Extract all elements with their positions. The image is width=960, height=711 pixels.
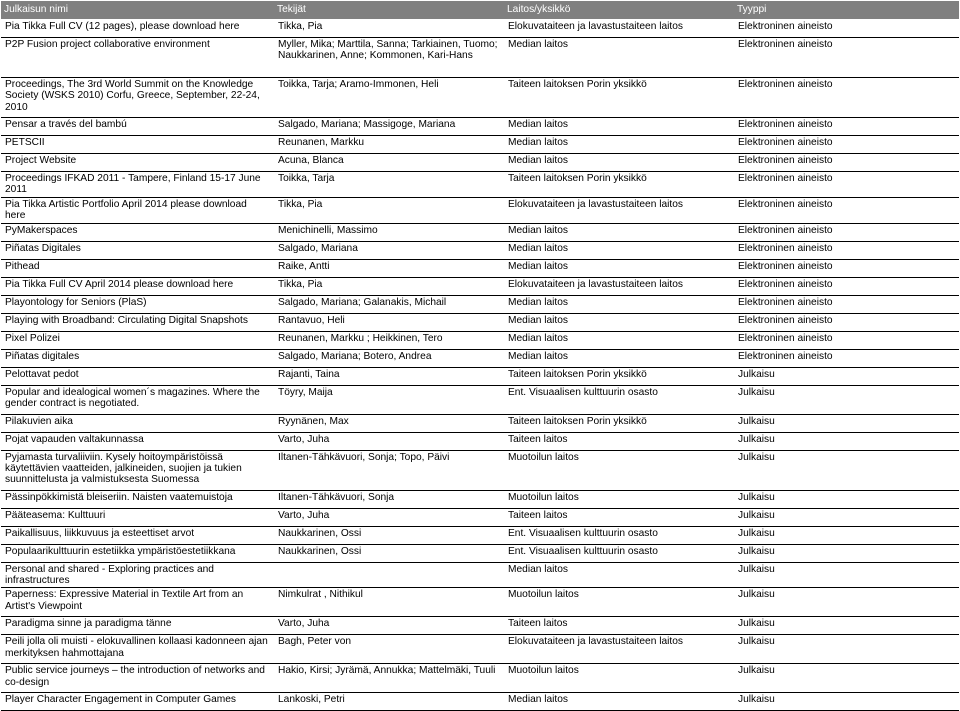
- cell-type: Elektroninen aineisto: [734, 78, 959, 118]
- cell-title: PyMakerspaces: [1, 223, 274, 241]
- cell-title: Project Website: [1, 154, 274, 172]
- cell-type: Elektroninen aineisto: [734, 223, 959, 241]
- cell-type: Elektroninen aineisto: [734, 277, 959, 295]
- table-row: [1, 331, 959, 349]
- cell-title: Peili jolla oli muisti - elokuvallinen kollaasi kadonneen ajan merkityksen hahmottajana: [1, 635, 274, 664]
- cell-type: Julkaisu: [734, 414, 959, 432]
- cell-authors: Varto, Juha: [274, 617, 504, 635]
- cell-authors: Nimkulrat , Nithikul: [274, 588, 504, 617]
- table-row: [1, 259, 959, 277]
- cell-authors: Lankoski, Petri: [274, 693, 504, 711]
- cell-title: Playing with Broadband: Circulating Digital Snapshots: [1, 313, 274, 331]
- cell-title: Pia Tikka Artistic Portfolio April 2014 please download here: [1, 197, 274, 223]
- cell-authors: Töyry, Maija: [274, 385, 504, 414]
- cell-title: Paradigma sinne ja paradigma tänne: [1, 617, 274, 635]
- cell-title: Pixel Polizei: [1, 331, 274, 349]
- cell-title: Player Character Engagement in Computer Games: [1, 693, 274, 711]
- cell-unit: Taiteen laitoksen Porin yksikkö: [504, 78, 734, 118]
- cell-title: Piñatas digitales: [1, 349, 274, 367]
- cell-unit: Median laitos: [504, 241, 734, 259]
- cell-unit: Taiteen laitoksen Porin yksikkö: [504, 367, 734, 385]
- cell-authors: Reunanen, Markku: [274, 136, 504, 154]
- cell-type: Elektroninen aineisto: [734, 259, 959, 277]
- cell-unit: Ent. Visuaalisen kulttuurin osasto: [504, 544, 734, 562]
- cell-unit: Median laitos: [504, 295, 734, 313]
- cell-title: Piñatas Digitales: [1, 241, 274, 259]
- cell-type: Julkaisu: [734, 367, 959, 385]
- table-row: [1, 544, 959, 562]
- table-row: [1, 562, 959, 588]
- cell-type: Julkaisu: [734, 432, 959, 450]
- cell-authors: Naukkarinen, Ossi: [274, 544, 504, 562]
- cell-title: Pensar a través del bambú: [1, 118, 274, 136]
- cell-title: Pia Tikka Full CV (12 pages), please download here: [1, 20, 274, 38]
- cell-authors: Raike, Antti: [274, 259, 504, 277]
- cell-type: Julkaisu: [734, 450, 959, 490]
- cell-authors: Naukkarinen, Ossi: [274, 526, 504, 544]
- cell-type: Elektroninen aineisto: [734, 20, 959, 38]
- table-row: [1, 450, 959, 490]
- cell-type: Julkaisu: [734, 693, 959, 711]
- cell-title: Pässinpökkimistä bleiseriin. Naisten vaatemuistoja: [1, 490, 274, 508]
- cell-title: Personal and shared - Exploring practices and infrastructures: [1, 562, 274, 588]
- cell-unit: Taiteen laitoksen Porin yksikkö: [504, 414, 734, 432]
- table-row: [1, 78, 959, 118]
- table-row: [1, 367, 959, 385]
- cell-title: PETSCII: [1, 136, 274, 154]
- cell-type: Elektroninen aineisto: [734, 313, 959, 331]
- cell-type: Elektroninen aineisto: [734, 295, 959, 313]
- cell-unit: Median laitos: [504, 136, 734, 154]
- cell-unit: Muotoilun laitos: [504, 490, 734, 508]
- table-row: [1, 693, 959, 711]
- cell-unit: Median laitos: [504, 349, 734, 367]
- table-row: [1, 295, 959, 313]
- cell-type: Elektroninen aineisto: [734, 38, 959, 78]
- cell-authors: Salgado, Mariana; Galanakis, Michail: [274, 295, 504, 313]
- table-row: [1, 172, 959, 198]
- cell-authors: Rajanti, Taina: [274, 367, 504, 385]
- cell-type: Julkaisu: [734, 617, 959, 635]
- cell-unit: Median laitos: [504, 331, 734, 349]
- cell-authors: Bagh, Peter von: [274, 635, 504, 664]
- cell-type: Elektroninen aineisto: [734, 349, 959, 367]
- table-row: [1, 277, 959, 295]
- table-row: [1, 385, 959, 414]
- cell-title: Pithead: [1, 259, 274, 277]
- table-row: [1, 508, 959, 526]
- table-row: [1, 118, 959, 136]
- cell-unit: Elokuvataiteen ja lavastustaiteen laitos: [504, 197, 734, 223]
- cell-title: Pilakuvien aika: [1, 414, 274, 432]
- column-header-title: Julkaisun nimi: [1, 1, 274, 20]
- cell-title: Pia Tikka Full CV April 2014 please download here: [1, 277, 274, 295]
- cell-authors: Ryynänen, Max: [274, 414, 504, 432]
- cell-authors: Reunanen, Markku ; Heikkinen, Tero: [274, 331, 504, 349]
- cell-unit: Median laitos: [504, 259, 734, 277]
- cell-unit: Muotoilun laitos: [504, 664, 734, 693]
- cell-authors: Hakio, Kirsi; Jyrämä, Annukka; Mattelmäki, Tuuli: [274, 664, 504, 693]
- table-row: [1, 38, 959, 78]
- table-row: [1, 136, 959, 154]
- column-header-authors: Tekijät: [274, 1, 504, 20]
- cell-unit: Ent. Visuaalisen kulttuurin osasto: [504, 526, 734, 544]
- cell-title: Proceedings, The 3rd World Summit on the Knowledge Society (WSKS 2010) Corfu, Greece, September, 22-24, 2010: [1, 78, 274, 118]
- cell-title: Pelottavat pedot: [1, 367, 274, 385]
- cell-authors: Menichinelli, Massimo: [274, 223, 504, 241]
- table-row: [1, 664, 959, 693]
- table-row: [1, 432, 959, 450]
- cell-unit: Muotoilun laitos: [504, 588, 734, 617]
- table-row: [1, 617, 959, 635]
- cell-authors: [274, 562, 504, 588]
- cell-unit: Elokuvataiteen ja lavastustaiteen laitos: [504, 635, 734, 664]
- cell-title: Paperness: Expressive Material in Textile Art from an Artist's Viewpoint: [1, 588, 274, 617]
- cell-unit: Median laitos: [504, 154, 734, 172]
- cell-authors: Acuna, Blanca: [274, 154, 504, 172]
- cell-type: Elektroninen aineisto: [734, 154, 959, 172]
- cell-authors: Varto, Juha: [274, 508, 504, 526]
- table-row: [1, 313, 959, 331]
- cell-type: Elektroninen aineisto: [734, 136, 959, 154]
- cell-authors: Rantavuo, Heli: [274, 313, 504, 331]
- table-row: [1, 241, 959, 259]
- cell-unit: Muotoilun laitos: [504, 450, 734, 490]
- table-row: [1, 588, 959, 617]
- header-row: [1, 1, 959, 20]
- cell-title: Proceedings IFKAD 2011 - Tampere, Finland 15-17 June 2011: [1, 172, 274, 198]
- cell-type: Julkaisu: [734, 526, 959, 544]
- table-row: [1, 349, 959, 367]
- column-header-unit: Laitos/yksikkö: [504, 1, 734, 20]
- cell-authors: Tikka, Pia: [274, 197, 504, 223]
- cell-title: Popular and idealogical women´s magazines. Where the gender contract is negotiated.: [1, 385, 274, 414]
- cell-unit: Median laitos: [504, 223, 734, 241]
- cell-type: Julkaisu: [734, 664, 959, 693]
- cell-type: Julkaisu: [734, 544, 959, 562]
- cell-title: Pojat vapauden valtakunnassa: [1, 432, 274, 450]
- cell-type: Julkaisu: [734, 490, 959, 508]
- cell-unit: Median laitos: [504, 693, 734, 711]
- table-row: [1, 20, 959, 38]
- table-row: [1, 526, 959, 544]
- cell-authors: Myller, Mika; Marttila, Sanna; Tarkiainen, Tuomo; Naukkarinen, Anne; Kommonen, Kari-Hans: [274, 38, 504, 78]
- cell-unit: Median laitos: [504, 313, 734, 331]
- cell-unit: Median laitos: [504, 562, 734, 588]
- cell-type: Julkaisu: [734, 588, 959, 617]
- cell-authors: Iltanen-Tähkävuori, Sonja: [274, 490, 504, 508]
- cell-unit: Taiteen laitoksen Porin yksikkö: [504, 172, 734, 198]
- cell-title: Pyjamasta turvaliiviin. Kysely hoitoympäristöissä käytettävien vaatteiden, jalkineiden, suojien ja tukien suunnittelusta ja valmistuksesta Suomessa: [1, 450, 274, 490]
- cell-authors: Salgado, Mariana; Massigoge, Mariana: [274, 118, 504, 136]
- cell-unit: Ent. Visuaalisen kulttuurin osasto: [504, 385, 734, 414]
- cell-title: Playontology for Seniors (PlaS): [1, 295, 274, 313]
- cell-authors: Varto, Juha: [274, 432, 504, 450]
- table-row: [1, 414, 959, 432]
- cell-unit: Taiteen laitos: [504, 617, 734, 635]
- cell-authors: Tikka, Pia: [274, 20, 504, 38]
- cell-unit: Elokuvataiteen ja lavastustaiteen laitos: [504, 20, 734, 38]
- table-row: [1, 490, 959, 508]
- cell-authors: Salgado, Mariana: [274, 241, 504, 259]
- cell-type: Elektroninen aineisto: [734, 331, 959, 349]
- table-row: [1, 197, 959, 223]
- cell-unit: Median laitos: [504, 38, 734, 78]
- publications-table: [1, 0, 959, 711]
- cell-type: Elektroninen aineisto: [734, 241, 959, 259]
- cell-authors: Toikka, Tarja; Aramo-Immonen, Heli: [274, 78, 504, 118]
- cell-unit: Elokuvataiteen ja lavastustaiteen laitos: [504, 277, 734, 295]
- table-row: [1, 154, 959, 172]
- cell-type: Julkaisu: [734, 385, 959, 414]
- table-row: [1, 635, 959, 664]
- cell-title: Populaarikulttuurin estetiikka ympäristöestetiikkana: [1, 544, 274, 562]
- cell-type: Julkaisu: [734, 562, 959, 588]
- cell-type: Julkaisu: [734, 635, 959, 664]
- cell-unit: Taiteen laitos: [504, 508, 734, 526]
- table-row: [1, 223, 959, 241]
- cell-title: P2P Fusion project collaborative environment: [1, 38, 274, 78]
- cell-title: Pääteasema: Kulttuuri: [1, 508, 274, 526]
- cell-title: Paikallisuus, liikkuvuus ja esteettiset arvot: [1, 526, 274, 544]
- cell-authors: Toikka, Tarja: [274, 172, 504, 198]
- column-header-type: Tyyppi: [734, 1, 959, 20]
- cell-type: Elektroninen aineisto: [734, 197, 959, 223]
- cell-type: Elektroninen aineisto: [734, 172, 959, 198]
- cell-authors: Salgado, Mariana; Botero, Andrea: [274, 349, 504, 367]
- cell-unit: Median laitos: [504, 118, 734, 136]
- cell-title: Public service journeys – the introduction of networks and co-design: [1, 664, 274, 693]
- cell-authors: Tikka, Pia: [274, 277, 504, 295]
- cell-unit: Taiteen laitos: [504, 432, 734, 450]
- cell-type: Elektroninen aineisto: [734, 118, 959, 136]
- cell-type: Julkaisu: [734, 508, 959, 526]
- cell-authors: Iltanen-Tähkävuori, Sonja; Topo, Päivi: [274, 450, 504, 490]
